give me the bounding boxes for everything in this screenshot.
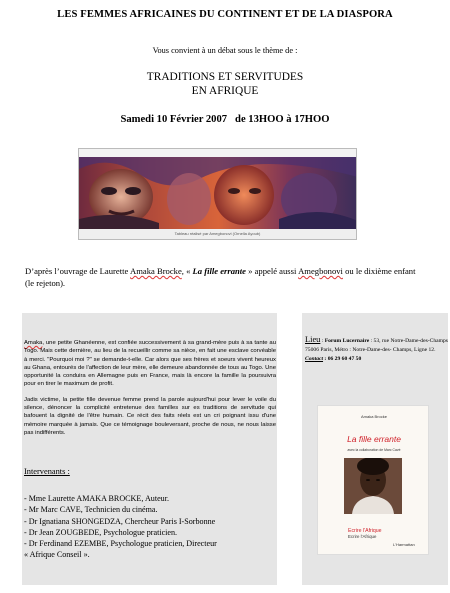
venue-address: : 53, rue Notre-Dame-des-Champs 75006 Paris, Métro : Notre-Dame-des- Champs, Ligne 12. (305, 338, 448, 353)
organization-title: LES FEMMES AFRICAINES DU CONTINENT ET DE LA DIASPORA (57, 9, 393, 20)
source-middle: » appelé aussi (248, 266, 297, 276)
speakers-list (24, 493, 276, 561)
speakers-heading: Intervenants : (24, 467, 70, 476)
speaker-item: - Dr Jean ZOUGBEDE, Psychologue praticien. (24, 527, 178, 537)
source-alias: Amegbonovi (298, 266, 343, 276)
venue-name: Forum Lucernaire (324, 338, 370, 344)
date-text: Samedi 10 Février 2007 (120, 114, 228, 125)
author-portrait (344, 458, 402, 514)
book-cover-image (317, 405, 429, 555)
book-synopsis (24, 339, 276, 437)
source-prefix: D’après l’ouvrage de Laurette (25, 266, 129, 276)
invitation-text: Vous convient à un débat sous le thème de : (152, 46, 298, 55)
synopsis-name: Amaka (24, 340, 43, 346)
collection-line-1: Ecrire l'Afrique (348, 528, 382, 534)
source-paragraph (25, 265, 425, 289)
venue-colon: : (320, 338, 325, 344)
synopsis-paragraph-2: Jadis victime, la petite fille devenue femme prend la parole aujourd'hui pour lever le voile du silence, dénoncer la complicité entretenue des familles sur es traditions de servitude qui bafouent la dignité de l'être humain. Ce récit des faits réels est un cri poignant issu d'une mémoire marquée à jamais. Que ce témoignage bouleversant, proche de nous, ne nous laisse pas indifférents. (24, 396, 276, 436)
painting-image (79, 149, 357, 240)
debate-theme (0, 70, 450, 98)
theme-line-1: TRADITIONS ET SERVITUDES (146, 71, 304, 83)
venue-panel (302, 313, 448, 585)
source-book-title: La fille errante (192, 266, 246, 276)
description-panel (22, 313, 277, 585)
collection-line-2: Ecrire l'Afrique (348, 534, 377, 539)
synopsis-paragraph-1 (24, 339, 276, 389)
cover-subtitle: avec la collaboration de Marc Cavé (347, 448, 401, 452)
cover-collection (348, 528, 398, 540)
venue-info (305, 335, 448, 364)
cover-title: La fille errante (347, 434, 401, 444)
speaker-item: - Dr Ferdinand EZEMBE, Psychologue praticien, Directeur (24, 539, 217, 549)
contact-label: Contact (305, 356, 324, 362)
cover-publisher: L'Harmattan (393, 542, 415, 547)
source-suffix: ou le dixième enfant (le rejeton). (25, 266, 416, 288)
speaker-item: « Afrique Conseil ». (24, 550, 90, 560)
speaker-item: - Dr Ignatiana SHONGEDZA, Chercheur Paris I-Sorbonne (24, 516, 216, 526)
venue-label: Lieu (305, 335, 321, 344)
source-author: Amaka Brocke (130, 266, 182, 276)
speaker-item: - Mme Laurette AMAKA BROCKE, Auteur. (24, 494, 169, 503)
theme-line-2: EN AFRIQUE (191, 85, 259, 97)
cover-author: Amaka Brocke (360, 414, 387, 419)
time-text: de 13HOO à 17HOO (235, 114, 330, 125)
contact-phone: : 06 29 60 47 50 (323, 356, 362, 362)
event-date (0, 114, 450, 125)
synopsis-p1-text: , une petite Ghanéenne, est confiée successivement à sa grand-mère puis à sa tante au Togo. Mais cette dernière, au lieu de la recueillir comme sa nièce, en fait une esclave corvéable à merci. "Pourquoi moi ?" se demande-t-elle. Car alors que ses frères et soeurs vivent heureux au Ghana, entourés de l'affection de leur mère, elle demeure abandonnée de tous au Togo. Une opportunité la conduira en Allemagne puis en France, mais là encore la famille la poursuivra pour en tirer le maximum de profit. (24, 340, 276, 388)
banner-caption: Tableau réalisé par Amegbonovi (Ornella Ayoub) (174, 231, 261, 236)
speaker-item: - Mr Marc CAVE, Technicien du cinéma. (24, 505, 158, 515)
source-sep: , « (181, 266, 191, 276)
painting-banner (78, 148, 357, 240)
